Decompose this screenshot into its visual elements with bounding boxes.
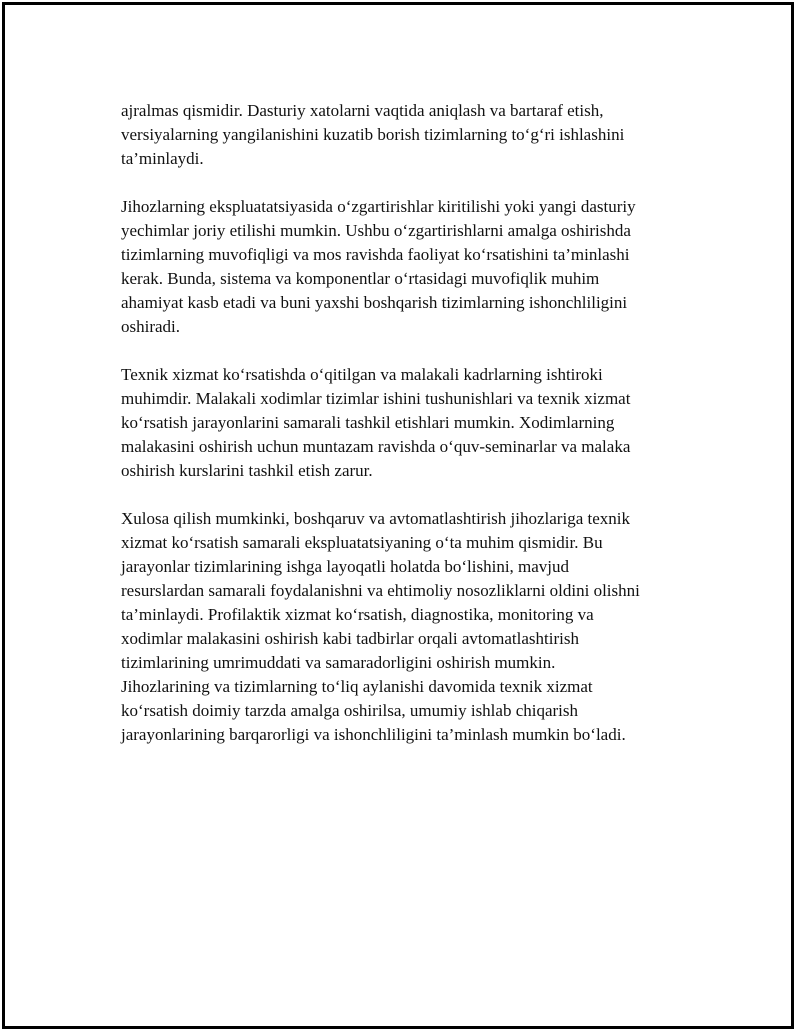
text-line: xodimlar malakasini oshirish kabi tadbirlar orqali avtomatlashtirish (121, 629, 579, 648)
text-line: Texnik xizmat ko‘rsatishda o‘qitilgan va malakali kadrlarning ishtiroki (121, 365, 603, 384)
text-line: ahamiyat kasb etadi va buni yaxshi boshqarish tizimlarning ishonchliligini (121, 293, 628, 312)
text-line: jarayonlarining barqarorligi va ishonchliligini ta’minlash mumkin bo‘ladi. (121, 725, 626, 744)
text-line: resurslardan samarali foydalanishni va ehtimoliy nosozliklarni oldini olishni (121, 581, 640, 600)
paragraph-1 (121, 99, 701, 171)
text-line: jarayonlar tizimlarining ishga layoqatli holatda bo‘lishini, mavjud (121, 557, 570, 576)
paragraph-4 (121, 507, 701, 747)
text-line: oshirish kurslarini tashkil etish zarur. (121, 461, 373, 480)
text-line: versiyalarning yangilanishini kuzatib borish tizimlarning to‘g‘ri ishlashini (121, 125, 625, 144)
text-line: ko‘rsatish jarayonlarini samarali tashkil etishlari mumkin. Xodimlarning (121, 413, 615, 432)
text-line: yechimlar joriy etilishi mumkin. Ushbu o‘zgartirishlarni amalga oshirishda (121, 221, 631, 240)
paragraph-2 (121, 195, 701, 339)
text-line: Xulosa qilish mumkinki, boshqaruv va avtomatlashtirish jihozlariga texnik (121, 509, 630, 528)
text-line: xizmat ko‘rsatish samarali ekspluatatsiyaning o‘ta muhim qismidir. Bu (121, 533, 603, 552)
text-line: ko‘rsatish doimiy tarzda amalga oshirilsa, umumiy ishlab chiqarish (121, 701, 579, 720)
text-line: oshiradi. (121, 317, 181, 336)
text-line: tizimlarning muvofiqligi va mos ravishda faoliyat ko‘rsatishini ta’minlashi (121, 245, 630, 264)
paragraph-3 (121, 363, 701, 483)
text-line: Jihozlarining va tizimlarning to‘liq aylanishi davomida texnik xizmat (121, 677, 593, 696)
text-line: tizimlarining umrimuddati va samaradorligini oshirish mumkin. (121, 653, 556, 672)
text-line: Jihozlarning ekspluatatsiyasida o‘zgartirishlar kiritilishi yoki yangi dasturiy (121, 197, 636, 216)
document-body (121, 99, 701, 771)
text-line: malakasini oshirish uchun muntazam ravishda o‘quv-seminarlar va malaka (121, 437, 631, 456)
text-line: muhimdir. Malakali xodimlar tizimlar ishini tushunishlari va texnik xizmat (121, 389, 631, 408)
text-line: ajralmas qismidir. Dasturiy xatolarni vaqtida aniqlash va bartaraf etish, (121, 101, 604, 120)
text-line: kerak. Bunda, sistema va komponentlar o‘rtasidagi muvofiqlik muhim (121, 269, 600, 288)
text-line: ta’minlaydi. Profilaktik xizmat ko‘rsatish, diagnostika, monitoring va (121, 605, 594, 624)
page-frame (2, 2, 794, 1029)
text-line: ta’minlaydi. (121, 149, 204, 168)
